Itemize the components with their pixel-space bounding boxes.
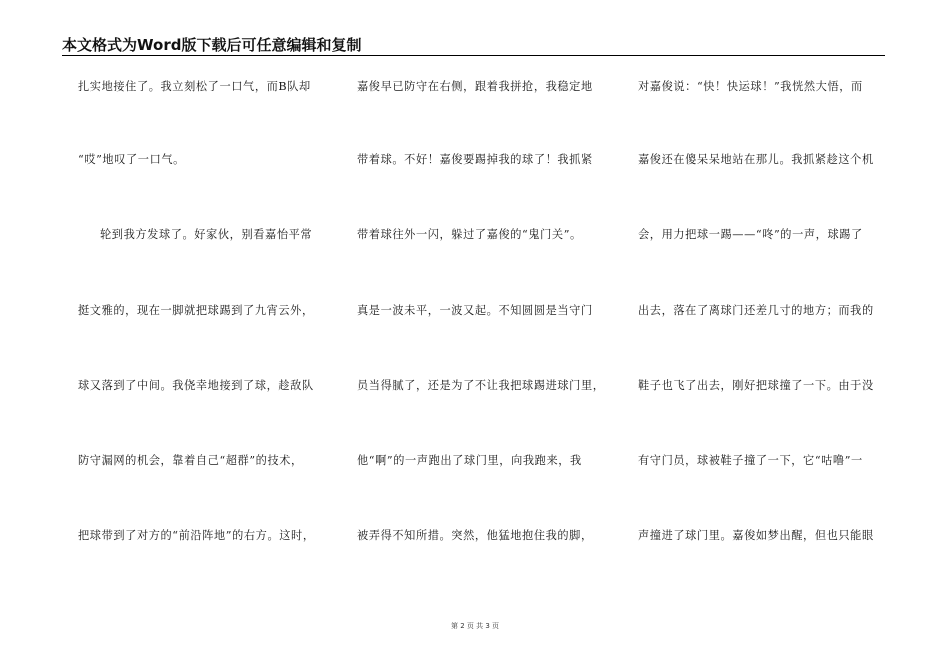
text-line: 有守门员，球被鞋子撞了一下，它“咕噜”一 [638, 454, 863, 467]
text-line: 防守漏网的机会，靠着自己“超群”的技术， [78, 454, 303, 467]
text-line: 真是一波未平，一波又起。不知圆圆是当守门 [357, 304, 593, 317]
text-line: 声撞进了球门里。嘉俊如梦出醒，但也只能眼 [638, 529, 874, 542]
text-line: 轮到我方发球了。好家伙，别看嘉怡平常 [100, 228, 313, 241]
text-line: “哎”地叹了一口气。 [78, 153, 185, 166]
text-line: 扎实地接住了。我立刻松了一口气，而B队却 [78, 80, 311, 93]
page-header-title: 本文格式为Word版下载后可任意编辑和复制 [62, 36, 362, 54]
text-line: 球又落到了中间。我侥幸地接到了球，趁敌队 [78, 379, 314, 392]
text-line: 嘉俊还在傻呆呆地站在那儿。我抓紧趁这个机 [638, 153, 874, 166]
text-line: 他“啊”的一声跑出了球门里，向我跑来，我 [357, 454, 582, 467]
text-line: 对嘉俊说：“快！快运球！”我恍然大悟，而 [638, 80, 863, 93]
header-divider [62, 55, 885, 56]
text-line: 被弄得不知所措。突然，他猛地抱住我的脚， [357, 529, 593, 542]
text-line: 会，用力把球一踢——“咚”的一声，球踢了 [638, 228, 863, 241]
text-line: 鞋子也飞了出去，刚好把球撞了一下。由于没 [638, 379, 874, 392]
text-line: 带着球。不好！嘉俊要踢掉我的球了！我抓紧 [357, 153, 593, 166]
text-line: 嘉俊早已防守在右侧，跟着我拼抢，我稳定地 [357, 80, 593, 93]
text-line: 挺文雅的，现在一脚就把球踢到了九宵云外， [78, 304, 314, 317]
page-number-footer: 第 2 页 共 3 页 [450, 622, 500, 630]
text-line: 员当得腻了，还是为了不让我把球踢进球门里， [357, 379, 605, 392]
text-line: 把球带到了对方的“前沿阵地”的右方。这时， [78, 529, 315, 542]
text-line: 带着球往外一闪，躲过了嘉俊的“鬼门关”。 [357, 228, 582, 241]
text-line: 出去，落在了离球门还差几寸的地方；而我的 [638, 304, 874, 317]
